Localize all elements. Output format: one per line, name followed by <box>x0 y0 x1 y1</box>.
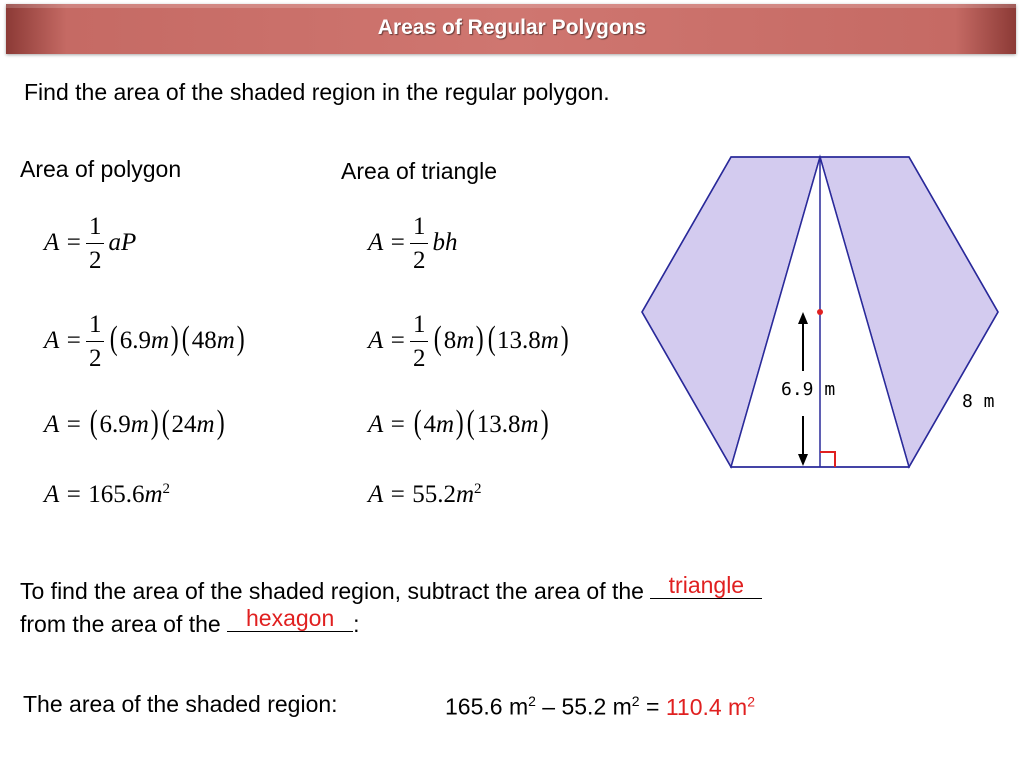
polygon-formula <box>44 208 136 278</box>
triangle-result: A = 55.2 m 2 <box>368 480 482 508</box>
blank-hexagon: hexagon <box>227 611 353 638</box>
polygon-substitution: A = $\frac{1}{2}$ ( 6.9 m ) ( 48 m ) <box>44 310 245 372</box>
fraction: $\frac{1}{2}$ <box>86 214 105 273</box>
apothem-label: 6.9 m <box>781 379 836 400</box>
polygon-area-heading: Area of polygon <box>20 156 182 182</box>
result-calculation: 165.6 $m^2 - 55.2$ $m^2 = 110.4$ $m^2$ <box>445 693 756 720</box>
hexagon-figure <box>630 148 1010 478</box>
problem-prompt: Find the area of the shaded region in the regular polygon. <box>24 79 610 105</box>
side-length-label: 8 m <box>962 391 995 412</box>
result-label: The area of the shaded region: <box>23 691 338 717</box>
explanation-line-2: from the area of the hexagon : <box>20 605 360 637</box>
slide-title: Areas of Regular Polygons <box>377 16 647 39</box>
fraction: $\frac{1}{2}$ <box>410 214 429 273</box>
polygon-result: A = 165.6 m 2 <box>44 480 171 508</box>
equation-rhs: aP <box>108 229 137 256</box>
title-bar <box>0 0 1024 58</box>
triangle-formula: A = $\frac{1}{2}$ bh <box>368 212 458 274</box>
triangle-substitution: A = $\frac{1}{2}$ ( 8 m ) ( 13.8 m ) <box>368 310 569 372</box>
center-point <box>817 309 823 315</box>
explanation-line-1: To find the area of the shaded region, subtract the area of the triangle <box>20 578 762 605</box>
result-answer: 110.4 $m^2$ <box>665 693 756 720</box>
fraction: $\frac{1}{2}$ <box>410 312 429 371</box>
triangle-simplified: A = ( 4 m ) ( 13.8 m ) <box>368 404 549 441</box>
polygon-simplified: A = ( 6.9 m ) ( 24 m ) <box>44 404 225 441</box>
blank-triangle: triangle <box>650 578 762 605</box>
fraction: $\frac{1}{2}$ <box>86 312 105 371</box>
equation-lhs: A = <box>44 229 82 256</box>
triangle-area-heading: Area of triangle <box>341 158 497 184</box>
